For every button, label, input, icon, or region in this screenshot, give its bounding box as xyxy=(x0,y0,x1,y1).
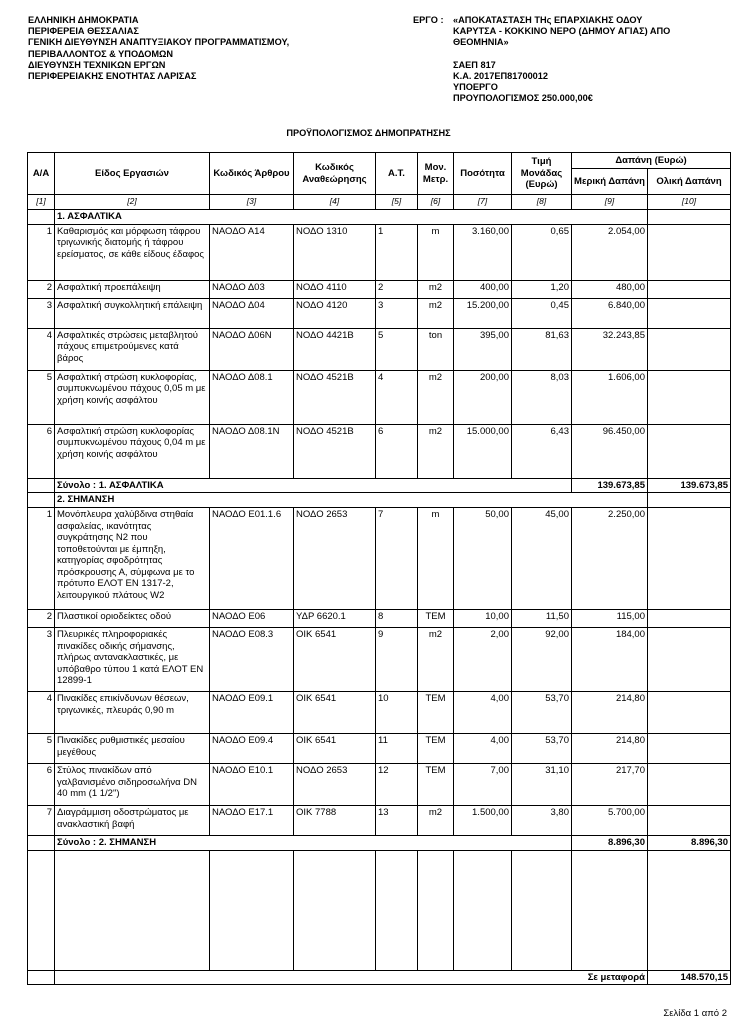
row-posotita: 4,00 xyxy=(454,734,512,764)
row-at: 11 xyxy=(376,734,418,764)
row-oliki xyxy=(648,370,731,424)
table-row xyxy=(28,734,731,764)
row-meriki: 217,70 xyxy=(572,764,648,806)
empty-cell xyxy=(572,850,648,970)
row-posotita: 200,00 xyxy=(454,370,512,424)
blank-row xyxy=(28,850,731,970)
row-eidos: Διαγράμμιση οδοστρώματος με ανακλαστική βαφή xyxy=(55,806,210,836)
table-row xyxy=(28,508,731,610)
empty-cell xyxy=(648,493,731,508)
header-left-line: ΠΕΡΙΒΑΛΛΟΝΤΟΣ & ΥΠΟΔΟΜΩΝ xyxy=(28,48,174,59)
table-row xyxy=(28,764,731,806)
row-kodikos-arthrou: ΝΑΟΔΟ Δ04 xyxy=(210,298,294,328)
row-oliki xyxy=(648,764,731,806)
row-meriki: 2.054,00 xyxy=(572,224,648,280)
row-meriki: 5.700,00 xyxy=(572,806,648,836)
index-row xyxy=(28,195,731,210)
section-title-row xyxy=(28,209,731,224)
empty-cell xyxy=(294,850,376,970)
section-sum-row xyxy=(28,836,731,851)
row-posotita: 10,00 xyxy=(454,610,512,628)
row-mon-metr: m2 xyxy=(418,628,454,692)
row-kodikos-anatheorisis: ΝΟΔΟ 2653 xyxy=(294,508,376,610)
row-meriki: 1.606,00 xyxy=(572,370,648,424)
row-kodikos-anatheorisis: ΥΔΡ 6620.1 xyxy=(294,610,376,628)
row-aa: 1 xyxy=(28,224,55,280)
row-oliki xyxy=(648,298,731,328)
row-oliki xyxy=(648,328,731,370)
row-kodikos-anatheorisis: ΝΟΔΟ 2653 xyxy=(294,764,376,806)
empty-cell xyxy=(28,493,55,508)
empty-cell xyxy=(454,850,512,970)
empty-cell xyxy=(376,850,418,970)
row-kodikos-anatheorisis: ΝΟΔΟ 4421Β xyxy=(294,328,376,370)
row-posotita: 1.500,00 xyxy=(454,806,512,836)
row-posotita: 4,00 xyxy=(454,692,512,734)
row-aa: 6 xyxy=(28,424,55,478)
row-eidos: Πλαστικοί οριοδείκτες οδού xyxy=(55,610,210,628)
row-timi: 6,43 xyxy=(512,424,572,478)
table-row xyxy=(28,424,731,478)
row-kodikos-anatheorisis: ΝΟΔΟ 1310 xyxy=(294,224,376,280)
header-right-line: ΚΑΡΥΤΣΑ - ΚΟΚΚΙΝΟ ΝΕΡΟ (ΔΗΜΟΥ ΑΓΙΑΣ) ΑΠΟ xyxy=(453,26,671,37)
row-at: 8 xyxy=(376,610,418,628)
row-at: 9 xyxy=(376,628,418,692)
row-at: 13 xyxy=(376,806,418,836)
row-aa: 4 xyxy=(28,692,55,734)
header-left-line: ΠΕΡΙΦΕΡΕΙΑΚΗΣ ΕΝΟΤΗΤΑΣ ΛΑΡΙΣΑΣ xyxy=(28,71,197,82)
index-cell: [6] xyxy=(418,195,454,210)
row-posotita: 50,00 xyxy=(454,508,512,610)
row-timi: 53,70 xyxy=(512,692,572,734)
row-timi: 8,03 xyxy=(512,370,572,424)
row-posotita: 2,00 xyxy=(454,628,512,692)
empty-cell xyxy=(28,836,55,851)
row-at: 2 xyxy=(376,280,418,298)
row-aa: 1 xyxy=(28,508,55,610)
empty-cell xyxy=(28,970,55,985)
row-posotita: 15.200,00 xyxy=(454,298,512,328)
document-title: ΠΡΟΫΠΟΛΟΓΙΣΜΟΣ ΔΗΜΟΠΡΑΤΗΣΗΣ xyxy=(286,128,451,138)
row-meriki: 6.840,00 xyxy=(572,298,648,328)
row-aa: 4 xyxy=(28,328,55,370)
carry-row xyxy=(28,970,731,985)
row-eidos: Πλευρικές πληροφοριακές πινακίδες οδικής σήμανσης, πλήρως αντανακλαστικές, με υπόβαθρο τύπου 1 κατά ΕΛΟΤ ΕΝ 12899-1 xyxy=(55,628,210,692)
row-at: 6 xyxy=(376,424,418,478)
row-eidos: Καθαρισμός και μόρφωση τάφρου τριγωνικής διατομής ή τάφρου ερείσματος, σε κάθε είδους έδαφος xyxy=(55,224,210,280)
row-timi: 1,20 xyxy=(512,280,572,298)
section-sum-label: Σύνολο : 2. ΣΗΜΑΝΣΗ xyxy=(55,836,572,851)
empty-cell xyxy=(512,850,572,970)
index-cell: [10] xyxy=(648,195,731,210)
row-at: 7 xyxy=(376,508,418,610)
header-right-line: «ΑΠΟΚΑΤΑΣΤΑΣΗ ΤΗς ΕΠΑΡΧΙΑΚΗΣ ΟΔΟΥ xyxy=(453,15,643,25)
row-eidos: Ασφαλτικές στρώσεις μεταβλητού πάχους επιμετρούμενες κατά βάρος xyxy=(55,328,210,370)
row-timi: 45,00 xyxy=(512,508,572,610)
row-kodikos-arthrou: ΝΑΟΔΟ Α14 xyxy=(210,224,294,280)
row-mon-metr: m2 xyxy=(418,280,454,298)
row-posotita: 395,00 xyxy=(454,328,512,370)
row-kodikos-arthrou: ΝΑΟΔΟ Δ03 xyxy=(210,280,294,298)
row-oliki xyxy=(648,628,731,692)
row-posotita: 7,00 xyxy=(454,764,512,806)
row-mon-metr: ΤΕΜ xyxy=(418,692,454,734)
row-oliki xyxy=(648,610,731,628)
index-cell: [7] xyxy=(454,195,512,210)
row-timi: 81,63 xyxy=(512,328,572,370)
row-mon-metr: m2 xyxy=(418,370,454,424)
row-posotita: 15.000,00 xyxy=(454,424,512,478)
row-at: 3 xyxy=(376,298,418,328)
row-eidos: Μονόπλευρα χαλύβδινα στηθαία ασφαλείας, ικανότητας συγκράτησης Ν2 που τοποθετούνται με έμπηξη, κατηγορίας σφοδρότητας πρόσκρουσης Α, σύμφωνα με το πρότυπο ΕΛΟΤ ΕΝ 1317-2, λειτουργικού πλάτους W2 xyxy=(55,508,210,610)
row-kodikos-arthrou: ΝΑΟΔΟ Ε10.1 xyxy=(210,764,294,806)
table-row xyxy=(28,298,731,328)
col-meriki: Μερική Δαπάνη xyxy=(572,169,648,195)
index-cell: [9] xyxy=(572,195,648,210)
row-oliki xyxy=(648,734,731,764)
row-oliki xyxy=(648,806,731,836)
row-meriki: 115,00 xyxy=(572,610,648,628)
row-mon-metr: m xyxy=(418,224,454,280)
row-mon-metr: ΤΕΜ xyxy=(418,734,454,764)
row-meriki: 480,00 xyxy=(572,280,648,298)
row-mon-metr: ton xyxy=(418,328,454,370)
row-at: 5 xyxy=(376,328,418,370)
row-meriki: 214,80 xyxy=(572,734,648,764)
row-mon-metr: m2 xyxy=(418,806,454,836)
col-aa: Α/Α xyxy=(28,153,55,195)
table-row xyxy=(28,280,731,298)
col-kodikos-anatheorisis: Κωδικός Αναθεώρησης xyxy=(294,153,376,195)
empty-cell xyxy=(210,850,294,970)
table-row xyxy=(28,692,731,734)
row-aa: 3 xyxy=(28,628,55,692)
header-right-line: ΥΠΟΕΡΓΟ xyxy=(453,82,498,93)
header-left-line: ΠΕΡΙΦΕΡΕΙΑ ΘΕΣΣΑΛΙΑΣ xyxy=(28,26,139,37)
section-title-row xyxy=(28,493,731,508)
row-meriki: 2.250,00 xyxy=(572,508,648,610)
table-row xyxy=(28,328,731,370)
section-sum-meriki: 139.673,85 xyxy=(572,478,648,493)
row-eidos: Πινακίδες ρυθμιστικές μεσαίου μεγέθους xyxy=(55,734,210,764)
index-cell: [3] xyxy=(210,195,294,210)
row-meriki: 214,80 xyxy=(572,692,648,734)
index-cell: [5] xyxy=(376,195,418,210)
index-cell: [2] xyxy=(55,195,210,210)
row-mon-metr: m xyxy=(418,508,454,610)
header-right xyxy=(453,15,670,105)
header-left-line: ΓΕΝΙΚΗ ΔΙΕΥΘΥΝΣΗ ΑΝΑΠΤΥΞΙΑΚΟΥ ΠΡΟΓΡΑΜΜΑΤΙΣΜΟΥ, xyxy=(28,37,290,48)
header-left-line: ΔΙΕΥΘΥΝΣΗ ΤΕΧΝΙΚΩΝ ΕΡΓΩΝ xyxy=(28,59,166,70)
empty-cell xyxy=(28,850,55,970)
carry-value: 148.570,15 xyxy=(648,970,731,985)
row-mon-metr: m2 xyxy=(418,298,454,328)
row-aa: 2 xyxy=(28,280,55,298)
index-cell: [1] xyxy=(28,195,55,210)
table-row xyxy=(28,628,731,692)
row-oliki xyxy=(648,424,731,478)
header-left-line: ΕΛΛΗΝΙΚΗ ΔΗΜΟΚΡΑΤΙΑ xyxy=(28,15,139,25)
empty-cell xyxy=(648,850,731,970)
col-at: Α.Τ. xyxy=(376,153,418,195)
index-cell: [8] xyxy=(512,195,572,210)
row-timi: 0,45 xyxy=(512,298,572,328)
section-title: 1. ΑΣΦΑΛΤΙΚΑ xyxy=(55,209,648,224)
row-mon-metr: m2 xyxy=(418,424,454,478)
section-sum-oliki: 8.896,30 xyxy=(648,836,731,851)
row-kodikos-arthrou: ΝΑΟΔΟ Ε09.4 xyxy=(210,734,294,764)
row-kodikos-arthrou: ΝΑΟΔΟ Δ06Ν xyxy=(210,328,294,370)
section-title: 2. ΣΗΜΑΝΣΗ xyxy=(55,493,648,508)
col-oliki: Ολική Δαπάνη xyxy=(648,169,731,195)
row-aa: 7 xyxy=(28,806,55,836)
row-aa: 6 xyxy=(28,764,55,806)
col-timi-monadas: Τιμή Μονάδας (Ευρώ) xyxy=(512,153,572,195)
row-kodikos-arthrou: ΝΑΟΔΟ Δ08.1 xyxy=(210,370,294,424)
col-posotita: Ποσότητα xyxy=(454,153,512,195)
row-oliki xyxy=(648,508,731,610)
table-row xyxy=(28,224,731,280)
row-timi: 31,10 xyxy=(512,764,572,806)
col-kodikos-arthrou: Κωδικός Άρθρου xyxy=(210,153,294,195)
row-timi: 0,65 xyxy=(512,224,572,280)
row-mon-metr: ΤΕΜ xyxy=(418,610,454,628)
header-right-line: ΘΕΟΜΗΝΙΑ» xyxy=(453,37,509,48)
empty-cell xyxy=(55,850,210,970)
section-sum-oliki: 139.673,85 xyxy=(648,478,731,493)
row-mon-metr: ΤΕΜ xyxy=(418,764,454,806)
row-kodikos-arthrou: ΝΑΟΔΟ Ε17.1 xyxy=(210,806,294,836)
row-oliki xyxy=(648,224,731,280)
row-kodikos-arthrou: ΝΑΟΔΟ Ε06 xyxy=(210,610,294,628)
row-eidos: Ασφαλτική στρώση κυκλοφορίας, συμπυκνωμένου πάχους 0,05 m με χρήση κοινής ασφάλτου xyxy=(55,370,210,424)
row-kodikos-anatheorisis: ΟΙΚ 6541 xyxy=(294,692,376,734)
row-aa: 3 xyxy=(28,298,55,328)
empty-cell xyxy=(418,850,454,970)
row-timi: 11,50 xyxy=(512,610,572,628)
row-kodikos-anatheorisis: ΝΟΔΟ 4521Β xyxy=(294,424,376,478)
empty-cell xyxy=(648,209,731,224)
row-kodikos-arthrou: ΝΑΟΔΟ Ε09.1 xyxy=(210,692,294,734)
index-cell: [4] xyxy=(294,195,376,210)
row-kodikos-anatheorisis: ΝΟΔΟ 4521Β xyxy=(294,370,376,424)
header-right-line: Κ.Α. 2017ΕΠ81700012 xyxy=(453,71,549,81)
row-meriki: 184,00 xyxy=(572,628,648,692)
row-eidos: Στύλος πινακίδων από γαλβανισμένο σιδηροσωλήνα DN 40 mm (1 1/2") xyxy=(55,764,210,806)
row-meriki: 32.243,85 xyxy=(572,328,648,370)
header-left xyxy=(28,15,289,82)
row-eidos: Πινακίδες επικίνδυνων θέσεων, τριγωνικές, πλευράς 0,90 m xyxy=(55,692,210,734)
col-mon-metr: Μον. Μετρ. xyxy=(418,153,454,195)
row-at: 4 xyxy=(376,370,418,424)
row-timi: 3,80 xyxy=(512,806,572,836)
row-at: 1 xyxy=(376,224,418,280)
empty-cell xyxy=(28,478,55,493)
row-posotita: 400,00 xyxy=(454,280,512,298)
header-right-line xyxy=(453,49,670,60)
header-right-line: ΣΑΕΠ 817 xyxy=(453,59,496,70)
row-kodikos-anatheorisis: ΝΟΔΟ 4110 xyxy=(294,280,376,298)
carry-label: Σε μεταφορά xyxy=(55,970,648,985)
row-meriki: 96.450,00 xyxy=(572,424,648,478)
empty-cell xyxy=(28,209,55,224)
row-at: 10 xyxy=(376,692,418,734)
budget-table xyxy=(27,152,731,985)
section-sum-meriki: 8.896,30 xyxy=(572,836,648,851)
table-row xyxy=(28,806,731,836)
row-eidos: Ασφαλτική στρώση κυκλοφορίας συμπυκνωμένου πάχους 0,04 m με χρήση κοινής ασφάλτου xyxy=(55,424,210,478)
header-right-line: ΠΡΟΥΠΟΛΟΓΙΣΜΟΣ 250.000,00€ xyxy=(453,93,593,104)
section-sum-label: Σύνολο : 1. ΑΣΦΑΛΤΙΚΑ xyxy=(55,478,572,493)
row-oliki xyxy=(648,280,731,298)
row-kodikos-arthrou: ΝΑΟΔΟ Δ08.1Ν xyxy=(210,424,294,478)
page-number: Σελίδα 1 από 2 xyxy=(663,1008,727,1019)
row-kodikos-arthrou: ΝΑΟΔΟ Ε01.1.6 xyxy=(210,508,294,610)
row-aa: 5 xyxy=(28,734,55,764)
row-kodikos-anatheorisis: ΟΙΚ 7788 xyxy=(294,806,376,836)
row-kodikos-anatheorisis: ΟΙΚ 6541 xyxy=(294,734,376,764)
row-oliki xyxy=(648,692,731,734)
row-kodikos-arthrou: ΝΑΟΔΟ Ε08.3 xyxy=(210,628,294,692)
row-timi: 92,00 xyxy=(512,628,572,692)
header-ergo-label: ΕΡΓΟ : xyxy=(413,15,444,25)
row-aa: 2 xyxy=(28,610,55,628)
table-row xyxy=(28,610,731,628)
row-eidos: Ασφαλτική προεπάλειψη xyxy=(55,280,210,298)
row-at: 12 xyxy=(376,764,418,806)
row-posotita: 3.160,00 xyxy=(454,224,512,280)
table-row xyxy=(28,370,731,424)
row-kodikos-anatheorisis: ΝΟΔΟ 4120 xyxy=(294,298,376,328)
col-dapani-group: Δαπάνη (Ευρώ) xyxy=(572,153,731,169)
row-aa: 5 xyxy=(28,370,55,424)
row-eidos: Ασφαλτική συγκολλητική επάλειψη xyxy=(55,298,210,328)
row-kodikos-anatheorisis: ΟΙΚ 6541 xyxy=(294,628,376,692)
section-sum-row xyxy=(28,478,731,493)
row-timi: 53,70 xyxy=(512,734,572,764)
col-eidos: Είδος Εργασιών xyxy=(55,153,210,195)
